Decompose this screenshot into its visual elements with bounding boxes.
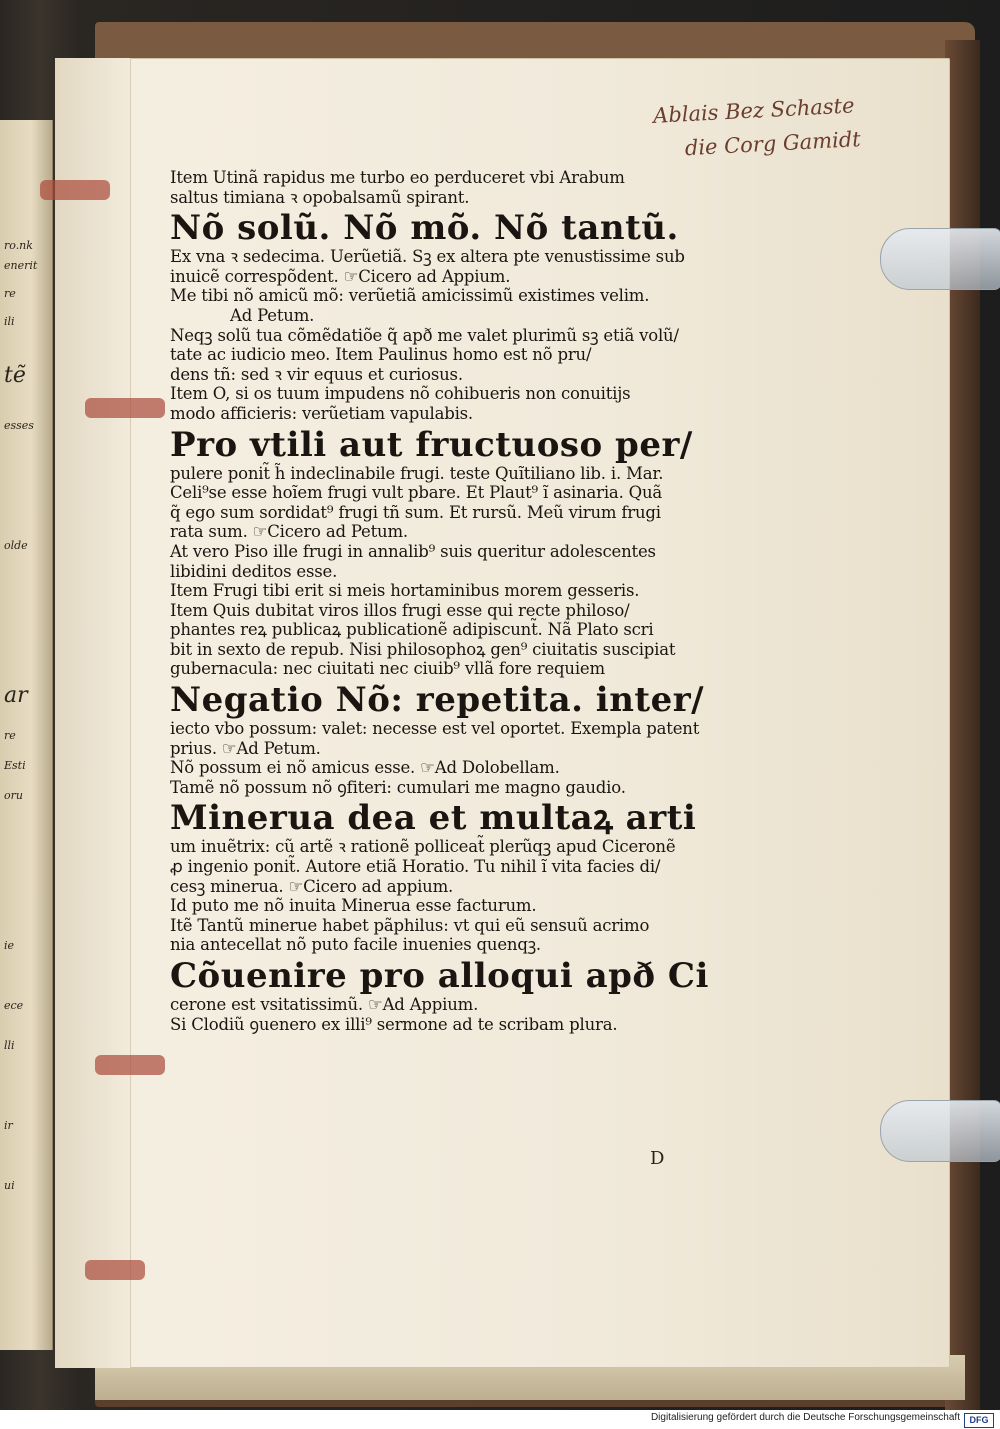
left-fragment: lli xyxy=(4,1039,15,1052)
section-heading: Negatio Nõ: repetita. inter/ xyxy=(170,680,705,721)
left-fragment: ui xyxy=(4,1179,15,1192)
red-marker-tab xyxy=(85,398,165,418)
red-marker-tab xyxy=(40,180,110,200)
manuscript-text xyxy=(170,168,715,1034)
left-fragment: re xyxy=(4,729,16,742)
text-line: libidini deditos esse. xyxy=(170,561,338,581)
left-fragment: ir xyxy=(4,1119,13,1132)
section-heading: Nõ solũ. Nõ mõ. Nõ tantũ. xyxy=(170,208,679,249)
left-fragment: enerit xyxy=(4,259,38,272)
text-line: Itẽ Tantũ minerue habet pãphilus: vt qui eũ sensuũ acrimo xyxy=(170,915,650,935)
text-line: dens tñ: sed ꝛ vir equus et curiosus. xyxy=(170,364,463,384)
left-fragment: tẽ xyxy=(4,363,26,388)
text-line: Nõ possum ei nõ amicus esse. ☞Ad Dolobellam. xyxy=(170,758,560,778)
text-line: Neqꝫ solũ tua cõmẽdatiõe q̃ apð me valet plurimũ sꝫ etiã volũ/ xyxy=(170,325,679,345)
text-line: rata sum. ☞Cicero ad Petum. xyxy=(170,522,408,542)
text-line: um inuẽtrix: cũ artẽ ꝛ rationẽ polliceat̃ plerũqꝫ apud Ciceronẽ xyxy=(170,837,676,857)
section-heading: Cõuenire pro alloqui apð Ci xyxy=(170,956,709,996)
left-fragment: olde xyxy=(4,539,28,552)
text-line: prius. ☞Ad Petum. xyxy=(170,738,321,758)
text-line: modo afficieris: verũetiam vapulabis. xyxy=(170,403,473,423)
text-line: iecto vbo possum: valet: necesse est vel oportet. Exempla patent xyxy=(170,719,700,739)
red-marker-tab xyxy=(85,1260,145,1280)
page-clip xyxy=(880,228,1000,290)
text-line: bit in sexto de repub. Nisi philosophoꝝ gen⁹ ciuitatis suscipiat xyxy=(170,639,676,659)
text-line: Item Frugi tibi erit si meis hortaminibus morem gesseris. xyxy=(170,581,640,601)
text-line: phantes reꝝ publicaꝝ publicationẽ adipiscunt̃. Nã Plato scri xyxy=(170,620,654,640)
text-line: cesꝫ minerua. ☞Cicero ad appium. xyxy=(170,876,454,896)
left-fragment: Esti xyxy=(4,759,26,772)
footer-credit: Digitalisierung gefördert durch die Deutsche Forschungsgemeinschaft xyxy=(650,1412,960,1423)
left-facing-page xyxy=(0,120,53,1350)
text-line: gubernacula: nec ciuitati nec ciuib⁹ vllã fore requiem xyxy=(170,659,605,679)
left-fragment: re xyxy=(4,287,16,300)
text-line: saltus timiana ꝛ opobalsamũ spirant. xyxy=(170,187,470,207)
text-line: q̃ ego sum sordidat⁹ frugi tñ sum. Et rursũ. Meũ virum frugi xyxy=(170,502,661,522)
left-fragment: ro.nk xyxy=(4,239,33,252)
text-line: Item O, si os tuum impudens nõ cohibueris non conuitijs xyxy=(170,384,631,404)
left-fragment: ece xyxy=(4,999,24,1012)
page-clip xyxy=(880,1100,1000,1162)
handwritten-line: die Corg Gamidt xyxy=(684,127,862,161)
section-heading: Minerua dea et multaꝝ arti xyxy=(170,798,697,839)
text-line: cerone est vsitatissimũ. ☞Ad Appium. xyxy=(170,995,479,1014)
text-line: Me tibi nõ amicũ mõ: verũetiã amicissimũ existimes velim. xyxy=(170,286,650,306)
text-line: Item Utinã rapidus me turbo eo perduceret vbi Arabum xyxy=(170,168,625,187)
signature-mark: D xyxy=(650,1148,665,1169)
text-line: Celi⁹se esse hoĩem frugi vult pbare. Et Plaut⁹ ĩ asinaria. Quã xyxy=(170,483,663,503)
text-line: Ad Petum. xyxy=(230,305,315,325)
left-fragment: esses xyxy=(4,419,34,432)
text-line: Ex vna ꝛ sedecima. Uerũetiã. Sꝫ ex altera pte venustissime sub xyxy=(170,247,685,267)
text-line: Id puto me nõ inuita Minerua esse facturum. xyxy=(170,896,537,916)
handwritten-line: Ablais Bez Schaste xyxy=(652,93,855,128)
text-line: At vero Piso ille frugi in annalib⁹ suis queritur adolescentes xyxy=(170,541,656,561)
text-line: inuicẽ correspõdent. ☞Cicero ad Appium. xyxy=(170,266,511,286)
left-fragment: ie xyxy=(4,939,15,952)
page-inner-margin xyxy=(55,58,131,1368)
text-line: Si Clodiũ ꝯuenero ex illi⁹ sermone ad te scribam plura. xyxy=(170,1014,618,1034)
text-line: tate ac iudicio meo. Item Paulinus homo est nõ pru/ xyxy=(170,345,592,365)
left-fragment: ar xyxy=(4,683,28,708)
text-line: Item Quis dubitat viros illos frugi esse qui recte philoso/ xyxy=(170,600,630,620)
text-line: Tamẽ nõ possum nõ ꝯfiteri: cumulari me magno gaudio. xyxy=(170,777,626,797)
left-fragment: oru xyxy=(4,789,23,802)
section-heading: Pro vtili aut fructuoso per/ xyxy=(170,424,693,465)
dfg-logo: DFG xyxy=(964,1413,994,1428)
text-line: pulere ponit̃ h̃ indeclinabile frugi. teste Quĩtiliano lib. i. Mar. xyxy=(170,463,664,483)
left-fragment: ili xyxy=(4,315,15,328)
red-marker-tab xyxy=(95,1055,165,1075)
text-line: nia antecellat nõ puto facile inuenies quenqꝫ. xyxy=(170,935,541,955)
text-line: ꝓ ingenio ponit̃. Autore etiã Horatio. Tu nihil ĩ vita facies di/ xyxy=(170,857,661,877)
footer-bar xyxy=(0,1410,1000,1429)
